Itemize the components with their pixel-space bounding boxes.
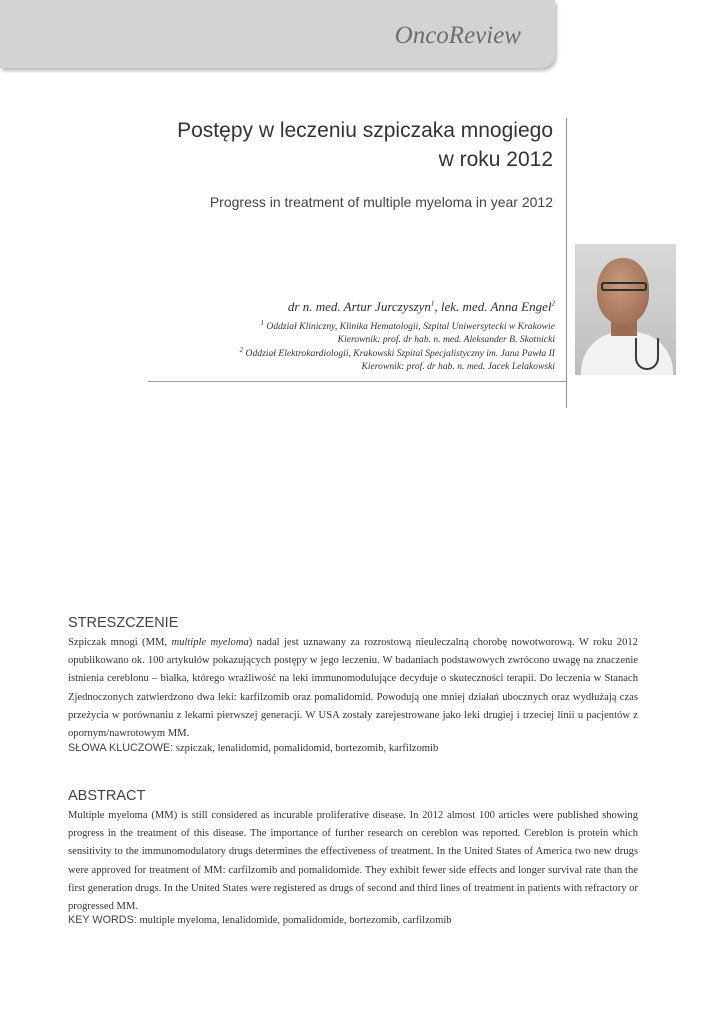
- streszczenie-heading: STRESZCZENIE: [68, 615, 179, 631]
- streszczenie-keywords: [68, 742, 658, 754]
- streszczenie-text-italic: multiple myeloma: [171, 637, 249, 648]
- author-separator: ,: [434, 299, 441, 314]
- affiliation-1-sup: 1: [260, 318, 264, 327]
- streszczenie-text: [68, 634, 638, 743]
- affiliation-1-line1: Oddział Kliniczny, Klinika Hematologii, Szpital Uniwersytecki w Krakowie: [266, 321, 555, 332]
- stethoscope-icon: [635, 338, 659, 370]
- article-title-english: Progress in treatment of multiple myeloma in year 2012: [209, 194, 553, 210]
- abstract-heading: ABSTRACT: [68, 788, 146, 804]
- photo-body: [581, 332, 673, 375]
- affiliation-2-line1: Oddział Elektrokardiologii, Krakowski Szpital Specjalistyczny im. Jana Pawła II: [245, 348, 555, 359]
- author-1: dr n. med. Artur Jurczyszyn: [287, 299, 431, 314]
- streszczenie-text-part2: ) nadal jest uznawany za rozrostową nieuleczalną chorobę nowotworową. W roku 2012 opublikowano ok. 100 artykułów pokazujących postępy w jego leczeniu. W badaniach podstawowych zwrócono uwagę na znaczenie istnienia cereblonu – białka, którego wrażliwość na leki immunomodulujące decyduje o skuteczności terapii. Do leczenia w Stanach Zjednoczonych zatwierdzono dwa leki: karfilzomib oraz pomalidomid. Powodują one mniej działań ubocznych oraz wydłużają czas przeżycia w porównaniu z lekami pierwszej generacji. W USA zostały zarejestrowane jako leki drugiej i trzeciej linii u pacjentów z opornym/nawrotowym MM.: [68, 637, 638, 740]
- author-2-sup: 2: [551, 299, 555, 308]
- abstract-text: Multiple myeloma (MM) is still considered as incurable proliferative disease. In 2012 almost 100 articles were published showing progress in the treatment of this disease. The importance of further research on cereblon was reported. Cereblon is protein which sensitivity to the immunomodulatory drugs determines the effectiveness of treatment. In the United States of America two new drugs were approved for treatment of MM: carfilzomib and pomalidomide. They exhibit fewer side effects and longer survival rate than the first generation drugs. In the United States were registered as drugs of second and third lines of treatment in patients with refractory or progressed MM.: [68, 810, 638, 913]
- photo-glasses: [601, 282, 647, 291]
- streszczenie-text-part1: Szpiczak mnogi (MM,: [68, 637, 172, 648]
- title-pl-line2: w roku 2012: [438, 148, 553, 171]
- title-pl-line1: Postępy w leczeniu szpiczaka mnogiego: [177, 119, 553, 142]
- author-photo: [575, 244, 676, 375]
- abstract-keywords: [68, 914, 658, 926]
- abstract-keywords-label: KEY WORDS:: [68, 914, 137, 926]
- affiliation-1-line2: Kierownik: prof. dr hab. n. med. Aleksander B. Skotnicki: [337, 334, 555, 345]
- photo-head: [597, 258, 649, 324]
- journal-header-tab: [0, 0, 555, 68]
- streszczenie-keywords-label: SŁOWA KLUCZOWE:: [68, 742, 174, 754]
- affiliation-2-line2: Kierownik: prof. dr hab. n. med. Jacek Lelakowski: [361, 361, 555, 372]
- affiliation-2: [15, 347, 555, 373]
- author-1-sup: 1: [430, 299, 435, 308]
- abstract-keywords-list: multiple myeloma, lenalidomide, pomalidomide, bortezomib, carfilzomib: [136, 915, 452, 926]
- authors-line: [35, 299, 555, 315]
- authors-divider-horizontal: [148, 381, 567, 382]
- affiliation-2-sup: 2: [239, 345, 244, 354]
- author-2: lek. med. Anna Engel: [440, 299, 552, 314]
- article-title-polish: [133, 116, 553, 174]
- affiliation-1: [15, 320, 555, 346]
- journal-name: OncoReview: [394, 22, 521, 49]
- streszczenie-keywords-list: szpiczak, lenalidomid, pomalidomid, bortezomib, karfilzomib: [173, 743, 439, 754]
- title-divider-vertical: [566, 118, 567, 408]
